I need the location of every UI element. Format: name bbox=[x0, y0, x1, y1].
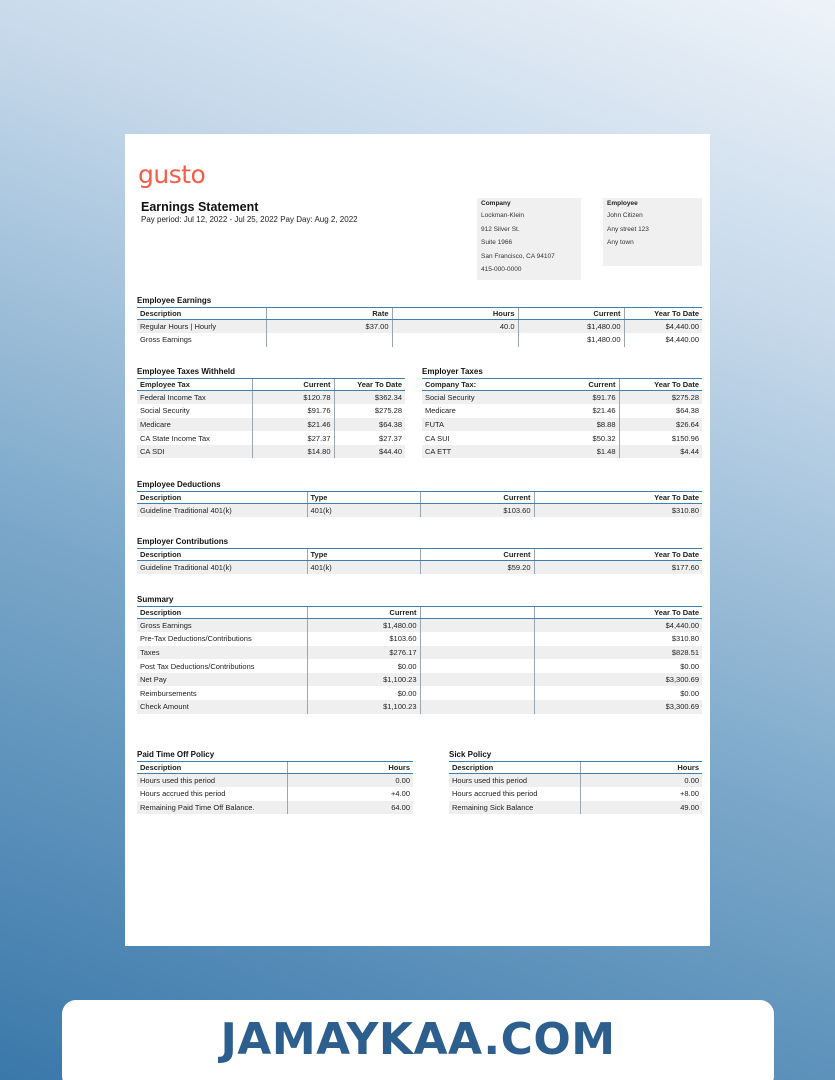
table-row bbox=[137, 320, 702, 334]
col-header: Current bbox=[420, 492, 534, 504]
cell: $50.32 bbox=[592, 433, 616, 443]
cell: Regular Hours | Hourly bbox=[137, 320, 266, 334]
cell: $21.46 bbox=[592, 406, 616, 416]
cell: 0.00 bbox=[287, 774, 413, 788]
cell: $26.64 bbox=[619, 418, 702, 432]
sick-table bbox=[449, 761, 702, 814]
cell: $828.51 bbox=[534, 646, 702, 660]
cell: $1,100.23 bbox=[307, 700, 420, 714]
cell: $362.34 bbox=[334, 391, 405, 405]
cell: Reimbursements bbox=[140, 688, 197, 698]
section-title: Paid Time Off Policy bbox=[137, 750, 215, 759]
table-row bbox=[449, 801, 702, 815]
cell: $0.00 bbox=[534, 686, 702, 700]
employee-line: Any town bbox=[607, 239, 634, 246]
cell: Social Security bbox=[422, 391, 543, 405]
company-line: Suite 1966 bbox=[481, 239, 513, 246]
col-header: Year To Date bbox=[534, 549, 702, 561]
col-header: Current bbox=[420, 549, 534, 561]
col-header: Type bbox=[307, 549, 420, 561]
cell: $177.60 bbox=[534, 561, 702, 575]
cell bbox=[420, 659, 534, 673]
table-row bbox=[422, 445, 702, 459]
table-row bbox=[137, 774, 413, 788]
employee-heading: Employee bbox=[607, 200, 638, 207]
company-line: 415-000-0000 bbox=[481, 266, 522, 273]
cell: Remaining Sick Balance bbox=[449, 801, 580, 815]
col-header: Year To Date bbox=[619, 379, 702, 391]
cell: $91.76 bbox=[252, 404, 334, 418]
cell: Medicare bbox=[425, 406, 456, 416]
cell: $4,440.00 bbox=[534, 619, 702, 633]
deductions-table bbox=[137, 491, 702, 517]
cell: Federal Income Tax bbox=[137, 391, 252, 405]
earnings-statement-document bbox=[125, 134, 710, 946]
employee-taxes-section bbox=[137, 366, 405, 458]
employee-taxes-table bbox=[137, 378, 405, 458]
cell: CA SDI bbox=[137, 445, 252, 459]
company-info bbox=[477, 198, 581, 280]
cell bbox=[420, 632, 534, 646]
col-header: Company Tax: bbox=[422, 379, 543, 391]
table-row bbox=[137, 391, 405, 405]
col-header: Rate bbox=[266, 308, 392, 320]
cell: $91.76 bbox=[543, 391, 619, 405]
employee-line: John Citizen bbox=[607, 212, 643, 219]
table-row bbox=[137, 561, 702, 575]
pto-policy-section bbox=[137, 749, 413, 814]
cell bbox=[420, 686, 534, 700]
col-header: Description bbox=[137, 308, 266, 320]
table-row bbox=[449, 774, 702, 788]
cell: FUTA bbox=[422, 418, 543, 432]
cell: Gross Earnings bbox=[140, 335, 192, 345]
section-title: Summary bbox=[137, 595, 174, 604]
cell bbox=[392, 333, 518, 347]
cell: Pre-Tax Deductions/Contributions bbox=[140, 634, 252, 644]
cell: Guideline Traditional 401(k) bbox=[137, 561, 307, 575]
cell: $1,480.00 bbox=[518, 320, 624, 334]
cell: $0.00 bbox=[534, 659, 702, 673]
cell: Hours accrued this period bbox=[140, 789, 226, 799]
table-row bbox=[422, 404, 702, 418]
gusto-logo: gusto bbox=[138, 160, 206, 189]
col-header: Hours bbox=[392, 308, 518, 320]
table-row bbox=[137, 632, 702, 646]
cell: $8.88 bbox=[543, 418, 619, 432]
cell: CA ETT bbox=[422, 445, 543, 459]
table-row bbox=[137, 504, 702, 518]
cell: 401(k) bbox=[307, 561, 420, 575]
col-header: Description bbox=[449, 762, 580, 774]
section-title: Employee Taxes Withheld bbox=[137, 367, 236, 376]
col-header: Year To Date bbox=[534, 492, 702, 504]
cell: Hours used this period bbox=[137, 774, 287, 788]
earnings-table bbox=[137, 307, 702, 347]
table-row bbox=[137, 333, 702, 347]
section-title: Employee Deductions bbox=[137, 480, 221, 489]
summary-table bbox=[137, 606, 702, 714]
table-row bbox=[137, 801, 413, 815]
table-row bbox=[137, 404, 405, 418]
cell: CA State Income Tax bbox=[140, 433, 210, 443]
table-row bbox=[137, 431, 405, 445]
col-header: Hours bbox=[287, 762, 413, 774]
table-row bbox=[137, 686, 702, 700]
statement-title: Earnings Statement bbox=[141, 200, 259, 214]
cell: $27.37 bbox=[252, 431, 334, 445]
cell: 40.0 bbox=[392, 320, 518, 334]
cell: $64.38 bbox=[619, 404, 702, 418]
employee-line: Any street 123 bbox=[607, 225, 649, 233]
cell: $103.60 bbox=[307, 632, 420, 646]
watermark-banner bbox=[62, 1000, 774, 1080]
cell bbox=[420, 673, 534, 687]
col-header: Year To Date bbox=[534, 607, 702, 619]
cell: Check Amount bbox=[137, 700, 307, 714]
table-row bbox=[449, 787, 702, 801]
cell: Post Tax Deductions/Contributions bbox=[140, 661, 255, 671]
cell: 64.00 bbox=[287, 801, 413, 815]
cell: $44.40 bbox=[334, 445, 405, 459]
col-header: Year To Date bbox=[624, 308, 702, 320]
cell: 401(k) bbox=[307, 504, 420, 518]
employer-taxes-section bbox=[422, 366, 702, 458]
cell bbox=[266, 333, 392, 347]
cell: $59.20 bbox=[420, 561, 534, 575]
pay-period: Pay period: Jul 12, 2022 - Jul 25, 2022 Pay Day: Aug 2, 2022 bbox=[141, 215, 358, 224]
cell: $276.17 bbox=[307, 646, 420, 660]
section-title: Employer Taxes bbox=[422, 367, 483, 376]
cell: $1,480.00 bbox=[518, 333, 624, 347]
cell: $0.00 bbox=[307, 686, 420, 700]
watermark-text: JAMAYKAA.COM bbox=[220, 1014, 616, 1065]
cell: $310.80 bbox=[534, 632, 702, 646]
table-row bbox=[422, 391, 702, 405]
table-row bbox=[137, 673, 702, 687]
cell bbox=[420, 646, 534, 660]
cell: $3,300.69 bbox=[534, 700, 702, 714]
cell: $103.60 bbox=[420, 504, 534, 518]
table-row bbox=[137, 619, 702, 633]
table-row bbox=[422, 418, 702, 432]
cell: Social Security bbox=[140, 406, 190, 416]
cell: $120.78 bbox=[252, 391, 334, 405]
col-header: Description bbox=[137, 607, 307, 619]
section-title: Employee Earnings bbox=[137, 296, 212, 305]
col-header: Current bbox=[518, 308, 624, 320]
sick-policy-section bbox=[449, 749, 702, 814]
col-header: Description bbox=[137, 762, 287, 774]
col-header: Current bbox=[307, 607, 420, 619]
company-line: Lockman-Klein bbox=[481, 212, 524, 219]
cell: +4.00 bbox=[287, 787, 413, 801]
col-header: Year To Date bbox=[334, 379, 405, 391]
cell: Guideline Traditional 401(k) bbox=[137, 504, 307, 518]
cell: Gross Earnings bbox=[137, 619, 307, 633]
cell: $275.28 bbox=[619, 391, 702, 405]
cell: 49.00 bbox=[580, 801, 702, 815]
cell: Medicare bbox=[137, 418, 252, 432]
company-line: San Francisco, CA 94107 bbox=[481, 252, 555, 260]
section-title: Employer Contributions bbox=[137, 537, 229, 546]
cell: Hours used this period bbox=[449, 774, 580, 788]
cell: 0.00 bbox=[580, 774, 702, 788]
col-header: Description bbox=[137, 492, 307, 504]
cell: $4,440.00 bbox=[624, 333, 702, 347]
col-header: Type bbox=[307, 492, 420, 504]
cell: $14.80 bbox=[252, 445, 334, 459]
employer-contributions-section bbox=[137, 536, 702, 574]
cell: $1.48 bbox=[543, 445, 619, 459]
contributions-table bbox=[137, 548, 702, 574]
col-header: Current bbox=[252, 379, 334, 391]
employee-deductions-section bbox=[137, 479, 702, 517]
company-heading: Company bbox=[481, 200, 511, 207]
cell: +8.00 bbox=[580, 787, 702, 801]
col-header bbox=[420, 607, 534, 619]
cell: $150.96 bbox=[619, 431, 702, 445]
col-header: Description bbox=[137, 549, 307, 561]
col-header: Hours bbox=[580, 762, 702, 774]
table-row bbox=[137, 787, 413, 801]
employee-info bbox=[603, 198, 702, 266]
cell: $4,440.00 bbox=[624, 320, 702, 334]
cell: $3,300.69 bbox=[534, 673, 702, 687]
summary-section bbox=[137, 594, 702, 714]
col-header: Employee Tax bbox=[137, 379, 252, 391]
cell: Taxes bbox=[137, 646, 307, 660]
cell bbox=[420, 619, 534, 633]
table-row bbox=[137, 418, 405, 432]
section-title: Sick Policy bbox=[449, 750, 492, 759]
cell: $310.80 bbox=[534, 504, 702, 518]
employer-taxes-table bbox=[422, 378, 702, 458]
cell: $275.28 bbox=[334, 404, 405, 418]
cell: $64.38 bbox=[334, 418, 405, 432]
table-row bbox=[137, 445, 405, 459]
company-line: 912 Silver St. bbox=[481, 225, 520, 233]
cell: $27.37 bbox=[334, 431, 405, 445]
table-row bbox=[137, 659, 702, 673]
cell: $1,480.00 bbox=[307, 619, 420, 633]
cell: Remaining Paid Time Off Balance. bbox=[137, 801, 287, 815]
cell: $1,100.23 bbox=[307, 673, 420, 687]
cell: Hours accrued this period bbox=[452, 789, 538, 799]
table-row bbox=[137, 700, 702, 714]
cell: $37.00 bbox=[266, 320, 392, 334]
pto-table bbox=[137, 761, 413, 814]
cell: $4.44 bbox=[619, 445, 702, 459]
cell: Net Pay bbox=[137, 673, 307, 687]
cell: $21.46 bbox=[252, 418, 334, 432]
col-header: Current bbox=[543, 379, 619, 391]
table-row bbox=[137, 646, 702, 660]
cell: $0.00 bbox=[307, 659, 420, 673]
cell: CA SUI bbox=[425, 433, 450, 443]
employee-earnings-section bbox=[137, 295, 702, 347]
table-row bbox=[422, 431, 702, 445]
cell bbox=[420, 700, 534, 714]
